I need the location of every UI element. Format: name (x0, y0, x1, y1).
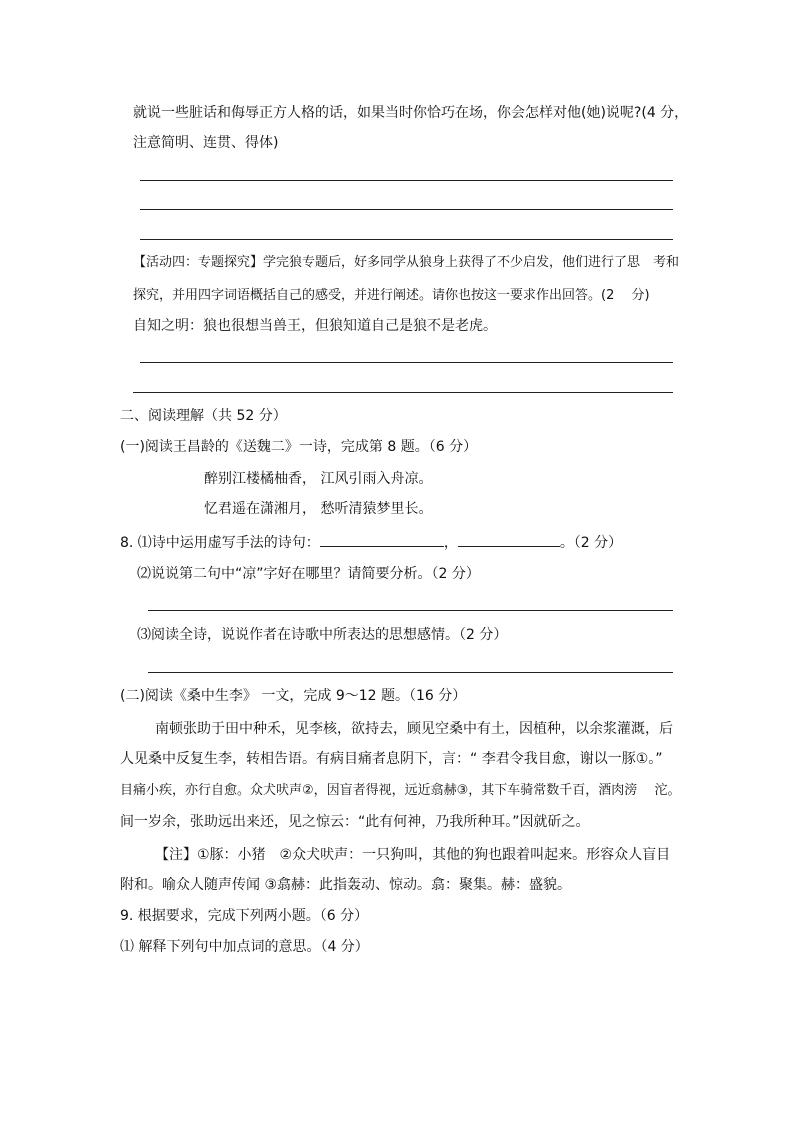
l10b: ， (443, 535, 458, 551)
l2: 注意简明、连贯、得体) (133, 135, 279, 151)
answer-line (140, 209, 673, 210)
answer-line (133, 392, 673, 393)
l6: 二、阅读理解（共 52 分） (120, 408, 287, 424)
l5: 自知之明：狼也很想当兽王，但狼知道自己是狼不是老虎。 (133, 318, 497, 334)
l17: 间一岁余，张助远出来还，见之惊云：“此有何神，乃我所种耳。”因就斫之。 (120, 814, 590, 830)
l21: ⑴ 解释下列句中加点词的意思。（4 分） (120, 939, 369, 955)
l15: 人见桑中反复生李，转相告语。有病目痛者息阴下，言：“ 李君令我目愈，谢以一豚①。” (120, 751, 663, 767)
l10a: 8. ⑴诗中运用虚写手法的诗句： (120, 535, 320, 551)
l13: (二)阅读《桑中生李》 一文，完成 9～12 题。（16 分） (120, 688, 467, 704)
l20: 9. 根据要求，完成下列两小题。（6 分） (120, 908, 369, 924)
l1: 就说一些脏话和侮辱正方人格的话，如果当时你恰巧在场，你会怎样对他(她)说呢?(4 分， (133, 105, 689, 121)
l19: 附和。喻众人随声传闻 ③翕赫：此指轰动、惊动。翕：聚集。赫：盛貌。 (120, 877, 571, 893)
l8: 醉别江楼橘柚香， 江风引雨入舟凉。 (204, 471, 433, 487)
l10 (120, 532, 622, 552)
l7: (一)阅读王昌龄的《送魏二》一诗，完成第 8 题。（6 分） (120, 439, 478, 455)
l12: ⑶阅读全诗，说说作者在诗歌中所表达的思想感情。（2 分） (137, 627, 508, 643)
answer-line (148, 610, 673, 611)
l14: 南顿张助于田中种禾，见李核，欲持去，顾见空桑中有土，因植种，以余浆灌溉，后 (155, 721, 673, 737)
l18: 【注】①豚：小猪 ②众犬吠声：一只狗叫，其他的狗也跟着叫起来。形容众人盲目 (155, 847, 671, 863)
answer-blank (320, 532, 444, 547)
l3: 【活动四：专题探究】学完狼专题后，好多同学从狼身上获得了不少启发，他们进行了思 考和 (133, 255, 680, 270)
answer-line (148, 672, 673, 673)
l10c: 。（2 分） (559, 535, 623, 551)
answer-blank (458, 532, 560, 547)
l11: ⑵说说第二句中“凉”字好在哪里？请简要分析。（2 分） (137, 566, 480, 582)
answer-line (140, 180, 673, 181)
l4: 探究，并用四字词语概括自己的感受，并进行阐述。请你也按这一要求作出回答。(2 分) (133, 288, 650, 303)
l16: 目痛小疾，亦行自愈。众犬吠声②，因盲者得视，远近翕赫③，其下车骑常数千百，酒肉滂 沱。 (120, 783, 681, 798)
answer-line (140, 362, 673, 363)
answer-line (140, 239, 673, 240)
l9: 忆君遥在潇湘月， 愁听清猿梦里长。 (204, 501, 433, 517)
